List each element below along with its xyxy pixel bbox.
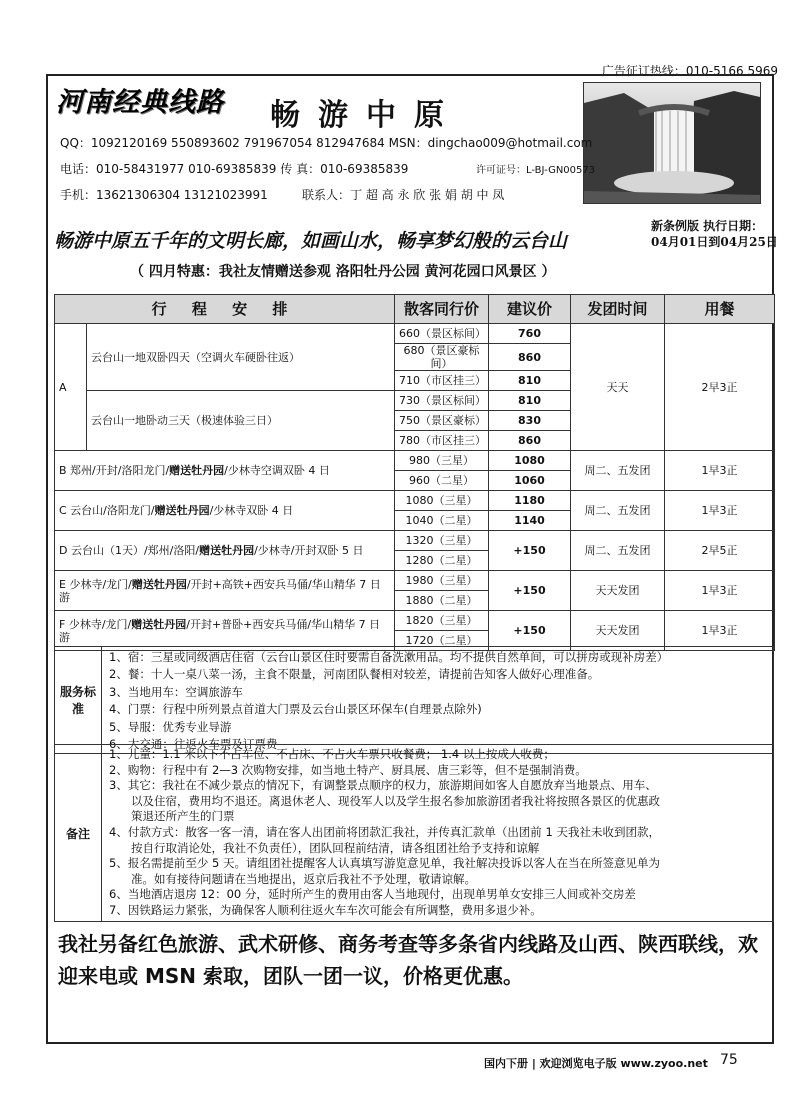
suggested-price: 830 [489,411,571,431]
route-name: 云台山一地双卧四天（空调火车硬卧往返） [87,324,395,391]
ad-hotline: 广告征订热线：010-5166 5969 [601,64,778,78]
suggested-price: +150 [489,531,571,571]
edition-label: 新条例版 执行日期： [651,219,764,233]
phone-fax-line: 电话：010-58431977 010-69385839 传 真：010-69385839 [60,162,409,176]
mobile-line: 手机：13621306304 13121023991 [60,188,268,202]
suggested-price: 1140 [489,511,571,531]
suggested-price: +150 [489,571,571,611]
departure-time: 天天发团 [571,571,665,611]
list-item: 3、当地用车：空调旅游车 [109,684,243,699]
peer-price: 1820（三星） [395,611,489,631]
col-header-peer-price: 散客同行价 [395,295,489,324]
list-item: 4、门票：行程中所列景点首道大门票及云台山景区环保车(自理景点除外) [109,702,482,717]
peer-price: 980（三星） [395,451,489,471]
departure-time: 天天 [571,324,665,451]
route-text: D 云台山（1天）/郑州/洛阳/ [59,544,200,557]
peer-price: 780（市区挂三） [395,431,489,451]
meals: 1早3正 [665,571,775,611]
service-label: 服务标准 [55,647,102,753]
list-item: 策退还所产生的门票 [131,809,235,824]
list-item: 1、宿：三星或同级酒店住宿（云台山景区住时要需自备洗漱用品。均不提供自然单间，可以拼房或现补房差） [109,650,669,664]
departure-time: 天天发团 [571,611,665,651]
table-row [55,571,775,591]
list-item: 4、付款方式：散客一客一清，请在客人出团前将团款汇我社，并传真汇款单（出团前 1 天我社未收到团款， [109,824,660,839]
list-item: 2、购物：行程中有 2—3 次购物安排，如当地土特产、厨具展、唐三彩等，但不是强制消费。 [109,762,587,777]
route-name [55,611,395,651]
license-number: 许可证号：L-BJ-GN00573 [476,165,596,176]
gift-highlight: 赠送牡丹园 [199,544,255,557]
list-item: 按自行取消论处，我社不负责任），团队回程前结清，请各组团社给予支持和谅解 [131,840,540,855]
peer-price: 730（景区标间） [395,391,489,411]
footer-text: 国内下册 | 欢迎浏览电子版 www.zyoo.net [484,1057,708,1070]
col-header-departure: 发团时间 [571,295,665,324]
edition-dates [651,218,778,250]
list-item: 以及住宿，费用均不退还。离退休老人、现役军人以及学生报名参加旅游团者我社将按照各景区的优惠政 [131,793,660,808]
remarks-section [54,744,774,922]
effective-dates: 04月01日到04月25日 [651,235,778,249]
remarks-label: 备注 [55,745,102,921]
route-text: /少林寺双卧 4 日 [209,504,294,517]
peer-price: 1880（二星） [395,591,489,611]
gift-highlight: 赠送牡丹园 [131,577,187,591]
route-text: E 少林寺/龙门/ [59,577,132,591]
peer-price: 1040（二星） [395,511,489,531]
meals: 1早3正 [665,491,775,531]
list-item: 3、其它：我社在不减少景点的情况下，有调整景点顺序的权力，旅游期间如客人自愿放弃当地景点、用车、 [109,778,657,793]
peer-price: 1080（三星） [395,491,489,511]
table-header-row [55,295,775,324]
headline-banner: 畅游中原五千年的文明长廊，如画山水，畅享梦幻般的云台山 [54,230,568,252]
table-row [55,611,775,631]
page-title: 畅游中原 [270,98,462,133]
meals: 2早3正 [665,324,775,451]
suggested-price: 1080 [489,451,571,471]
gift-highlight: 赠送牡丹园 [169,464,225,477]
route-name [55,571,395,611]
closing-statement: 我社另备红色旅游、武术研修、商务考查等多条省内线路及山西、陕西联线，欢迎来电或 MSN 索取，团队一团一议，价格更优惠。 [58,932,758,988]
suggested-price: 810 [489,391,571,411]
page-number: 75 [720,1052,738,1068]
gift-highlight: 赠送牡丹园 [154,504,210,517]
route-text: /开封+普卧+西安兵马俑/华山精华 7 日游 [59,617,381,644]
meals: 1早3正 [665,451,775,491]
departure-time: 周二、五发团 [571,491,665,531]
route-name [55,451,395,491]
peer-price: 710（市区挂三） [395,371,489,391]
route-text: /开封+高铁+西安兵马俑/华山精华 7 日游 [59,577,381,604]
list-item: 1、儿童：1.1 米以下不占车位、不占床、不占火车票只收餐费； 1.4 以上按成人收费； [109,747,555,761]
suggested-price: 760 [489,324,571,344]
meals: 1早3正 [665,611,775,651]
departure-time: 周二、五发团 [571,451,665,491]
table-row [55,324,775,344]
peer-price: 660（景区标间） [395,324,489,344]
table-row [55,491,775,511]
suggested-price: 1060 [489,471,571,491]
departure-time: 周二、五发团 [571,531,665,571]
route-name: 云台山一地卧动三天（极速体验三日） [87,391,395,451]
suggested-price: 860 [489,431,571,451]
route-text: B 郑州/开封/洛阳龙门/ [59,464,170,477]
list-item: 2、餐：十人一桌八菜一汤，主食不限量，河南团队餐相对较差，请提前告知客人做好心理准备。 [109,667,600,682]
april-promo: （ 四月特惠：我社友情赠送参观 洛阳牡丹公园 黄河花园口风景区 ） [130,264,556,280]
route-name [55,531,395,571]
list-item: 5、报名需提前至少 5 天。请组团社提醒客人认真填写游览意见单，我社解决投诉以客人在当在所签意见单为 [109,856,660,871]
peer-price: 750（景区豪标） [395,411,489,431]
table-row [55,451,775,471]
peer-price: 680（景区豪标间） [395,344,489,371]
qq-msn-line: QQ：1092120169 550893602 791967054 812947684 MSN：dingchao009@hotmail.com [60,136,593,150]
route-text: /少林寺空调双卧 4 日 [224,464,330,477]
suggested-price: 810 [489,371,571,391]
contact-persons: 联系人：丁 超 高 永 欣 张 娟 胡 中 凤 [302,188,505,202]
list-item: 6、当地酒店退房 12：00 分，延时所产生的费用由客人当地现付，出现单男单女安排三人间或补交房差 [109,887,636,902]
service-lines [109,649,767,753]
list-item: 5、导服：优秀专业导游 [109,719,232,734]
route-name [55,491,395,531]
route-text: /少林寺/开封双卧 5 日 [254,544,364,557]
table-row [55,531,775,551]
remarks-lines [109,747,767,919]
route-text: C 云台山/洛阳龙门/ [59,504,155,517]
gift-highlight: 赠送牡丹园 [131,617,187,631]
route-text: F 少林寺/龙门/ [59,617,132,631]
group-label: A [55,324,87,451]
list-item: 6、大交通：往返火车票及订票费 [109,737,278,752]
suggested-price: +150 [489,611,571,651]
peer-price: 1320（三星） [395,531,489,551]
col-header-meals: 用餐 [665,295,775,324]
suggested-price: 860 [489,344,571,371]
list-item: 准。如有接待问题请在当地提出，返京后我社不予处理，敬请谅解。 [131,871,476,886]
suggested-price: 1180 [489,491,571,511]
service-standards [54,646,774,754]
brand-logo-text: 河南经典线路 [56,87,224,118]
list-item: 7、因铁路运力紧张，为确保客人顺利往返火车车次可能会有所调整，费用多退少补。 [109,902,542,917]
meals: 2早5正 [665,531,775,571]
peer-price: 1980（三星） [395,571,489,591]
peer-price: 960（二星） [395,471,489,491]
col-header-itinerary: 行 程 安 排 [55,295,395,324]
peer-price: 1720（二星） [395,631,489,651]
itinerary-table [54,294,775,651]
peer-price: 1280（二星） [395,551,489,571]
col-header-suggested-price: 建议价 [489,295,571,324]
waterfall-photo [583,82,761,204]
